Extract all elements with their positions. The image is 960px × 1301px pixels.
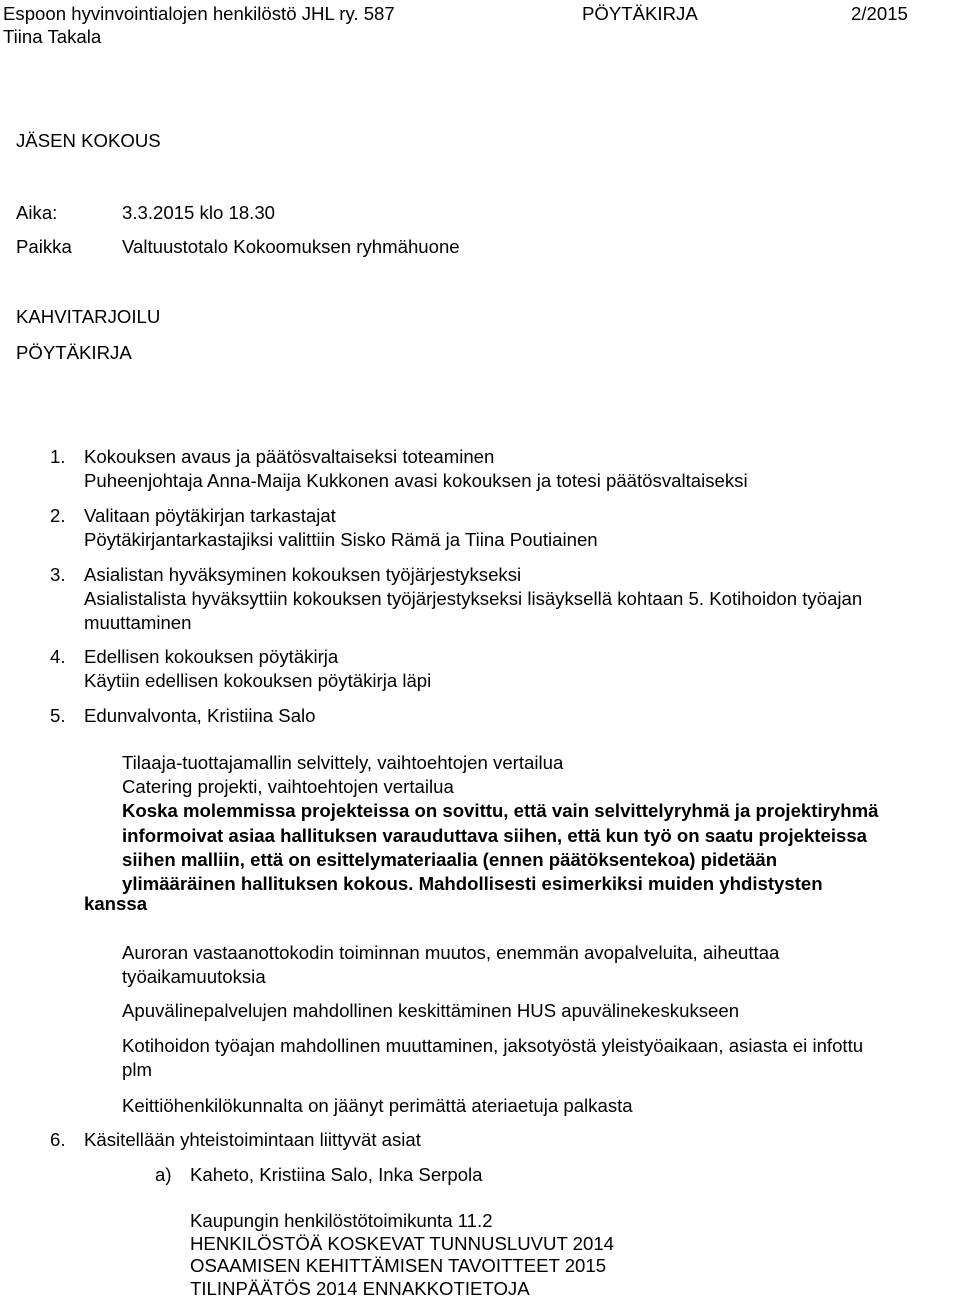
item-6-details [190, 1210, 614, 1301]
coffee-note: KAHVITARJOILU [16, 306, 161, 327]
time-label: Aika: [16, 202, 58, 223]
item-6-title: Käsitellään yhteistoimintaan liittyvät asiat [84, 1129, 421, 1150]
item-6-line: TILINPÄÄTÖS 2014 ENNAKKOTIETOJA [190, 1278, 530, 1300]
item-5-line: työaikamuutoksia [122, 966, 266, 988]
item-6-line: OSAAMISEN KEHITTÄMISEN TAVOITTEET 2015 [190, 1255, 607, 1277]
item-1 [84, 445, 748, 493]
item-1-number: 1. [50, 446, 66, 467]
item-6-line: Kaupungin henkilöstötoimikunta 11.2 [190, 1210, 493, 1231]
item-3-text-line-2: muuttaminen [84, 612, 192, 634]
item-3-title: Asialistan hyväksyminen kokouksen työjärjestykseksi [84, 564, 522, 585]
header-author: Tiina Takala [3, 26, 102, 47]
minutes-heading: PÖYTÄKIRJA [16, 342, 132, 363]
item-5-paragraph-1 [122, 751, 878, 896]
header-doc-number: 2/2015 [851, 3, 908, 24]
place-value: Valtuustotalo Kokoomuksen ryhmähuone [122, 236, 460, 257]
item-5-paragraph-4 [122, 1034, 863, 1082]
item-5-bold-line: kanssa [84, 893, 148, 914]
item-4-title: Edellisen kokouksen pöytäkirja [84, 646, 339, 667]
item-6-number: 6. [50, 1129, 66, 1150]
item-2-number: 2. [50, 505, 66, 526]
item-2 [84, 504, 598, 552]
item-6-sub-a-text: Kaheto, Kristiina Salo, Inka Serpola [190, 1164, 483, 1185]
item-5-bold-line: Koska molemmissa projekteissa on sovittu, että vain selvittelyryhmä ja projektiryhmä [122, 800, 879, 822]
item-5-bold-line: ylimääräinen hallituksen kokous. Mahdollisesti esimerkiksi muiden yhdistysten [122, 872, 823, 894]
item-3-text-line-1: Asialistalista hyväksyttiin kokouksen työjärjestykseksi lisäyksellä kohtaan 5. Kotihoidon työajan [84, 588, 863, 610]
item-1-text: Puheenjohtaja Anna-Maija Kukkonen avasi kokouksen ja totesi päätösvaltaiseksi [84, 470, 748, 492]
item-1-title: Kokouksen avaus ja päätösvaltaiseksi toteaminen [84, 446, 495, 467]
item-5-bold-line: informoivat asiaa hallituksen varauduttava siihen, että kun työ on saatu projekteissa [122, 824, 868, 846]
place-label: Paikka [16, 236, 72, 257]
item-5-line: Auroran vastaanottokodin toiminnan muutos, enemmän avopalveluita, aiheuttaa [122, 942, 780, 963]
item-5-paragraph-2 [122, 941, 779, 989]
item-3-number: 3. [50, 564, 66, 585]
header-doc-type: PÖYTÄKIRJA [582, 3, 698, 24]
item-2-text: Pöytäkirjantarkastajiksi valittiin Sisko Rämä ja Tiina Poutiainen [84, 529, 598, 551]
item-3 [84, 563, 862, 636]
header-organization: Espoon hyvinvointialojen henkilöstö JHL ry. 587 [3, 3, 395, 24]
item-5-paragraph-5: Keittiöhenkilökunnalta on jäänyt perimättä ateriaetuja palkasta [122, 1095, 633, 1116]
meeting-title: JÄSEN KOKOUS [16, 130, 161, 151]
item-2-title: Valitaan pöytäkirjan tarkastajat [84, 505, 336, 526]
item-5-paragraph-3: Apuvälinepalvelujen mahdollinen keskittäminen HUS apuvälinekeskukseen [122, 1000, 740, 1021]
item-5-line: Tilaaja-tuottajamallin selvittely, vaihtoehtojen vertailua [122, 752, 564, 773]
item-4-number: 4. [50, 646, 66, 667]
item-5-title: Edunvalvonta, Kristiina Salo [84, 705, 316, 726]
item-6-sub-a-label: a) [155, 1164, 172, 1185]
item-5-line: plm [122, 1059, 152, 1081]
item-6-line: HENKILÖSTÖÄ KOSKEVAT TUNNUSLUVUT 2014 [190, 1232, 615, 1254]
time-value: 3.3.2015 klo 18.30 [122, 202, 276, 223]
item-5-line: Kotihoidon työajan mahdollinen muuttaminen, jaksotyöstä yleistyöaikaan, asiasta ei infottu [122, 1035, 864, 1056]
item-5-number: 5. [50, 705, 66, 726]
item-5-line: Catering projekti, vaihtoehtojen vertailua [122, 776, 454, 798]
item-4 [84, 645, 431, 693]
item-5-bold-line: siihen malliin, että on esittelymateriaalia (ennen päätöksentekoa) pidetään [122, 848, 778, 870]
item-4-text: Käytiin edellisen kokouksen pöytäkirja läpi [84, 670, 432, 692]
